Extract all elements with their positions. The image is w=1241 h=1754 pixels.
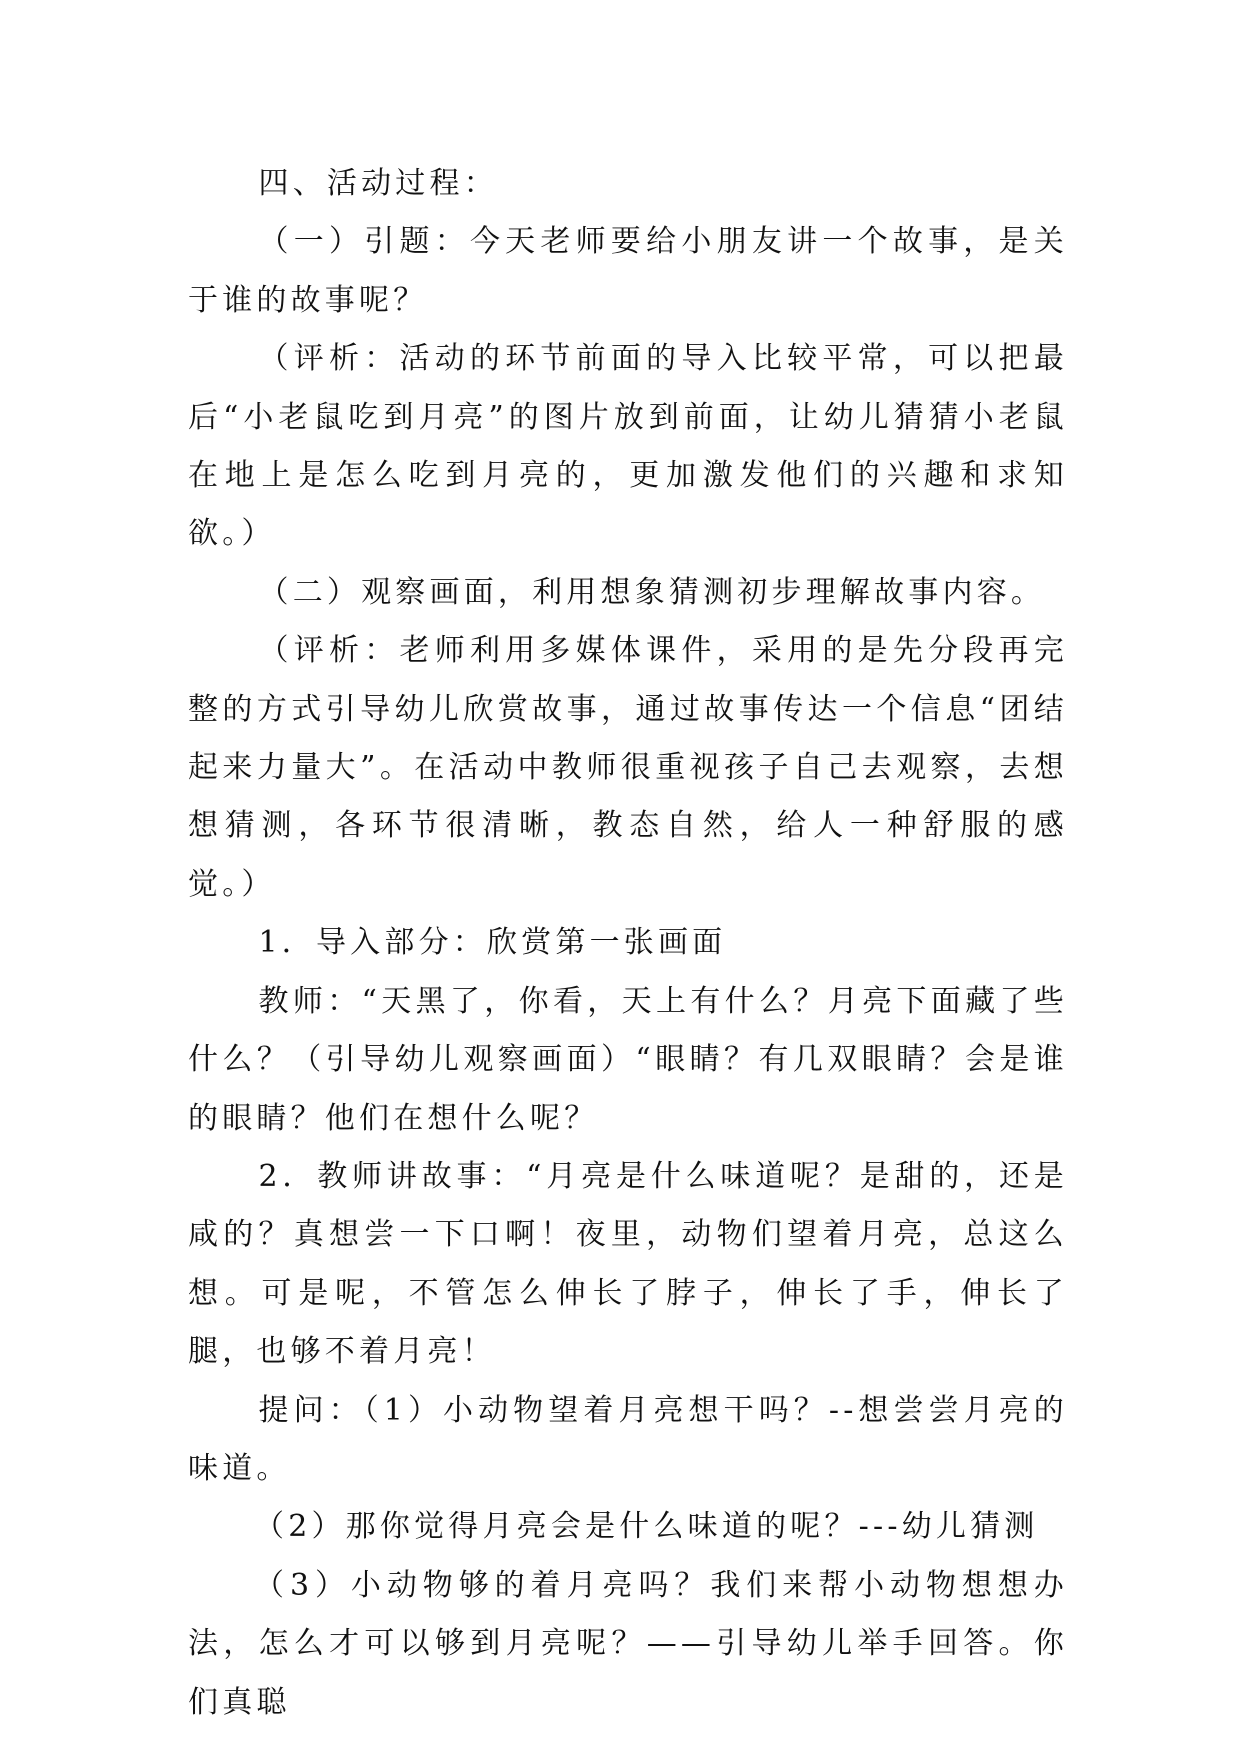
paragraph-teacher-dialogue: 教师：“天黑了，你看，天上有什么？月亮下面藏了些什么？（引导幼儿观察画面）“眼睛？有几双眼睛？会是谁的眼睛？他们在想什么呢？ [188, 983, 1068, 1136]
paragraph-step-2-story: 2．教师讲故事：“月亮是什么味道呢？是甜的，还是咸的？真想尝一下口啊！夜里，动物们望着月亮，总这么想。可是呢，不管怎么伸长了脖子，伸长了手，伸长了腿，也够不着月亮！ [188, 1158, 1068, 1370]
paragraph-step-1: 1．导入部分：欣赏第一张画面 [258, 925, 727, 961]
paragraph-observe-pictures: （二）观察画面，利用想象猜测初步理解故事内容。 [258, 574, 1046, 610]
paragraph-section-heading: 四、活动过程： [258, 166, 498, 201]
paragraph-commentary-1: （评析：活动的环节前面的导入比较平常，可以把最后“小老鼠吃到月亮”的图片放到前面，让幼儿猜猜小老鼠在地上是怎么吃到月亮的，更加激发他们的兴趣和求知欲。） [188, 341, 1068, 552]
paragraph-intro-question: （一）引题：今天老师要给小朋友讲一个故事，是关于谁的故事呢？ [188, 224, 1068, 318]
paragraph-question-2: （2）那你觉得月亮会是什么味道的呢？---幼儿猜测 [254, 1509, 1039, 1545]
paragraph-commentary-2: （评析：老师利用多媒体课件，采用的是先分段再完整的方式引导幼儿欣赏故事，通过故事传达一个信息“团结起来力量大”。在活动中教师很重视孩子自己去观察，去想想猜测，各环节很清晰，教态自然，给人一种舒服的感觉。） [188, 633, 1068, 902]
paragraph-question-1: 提问：（1）小动物望着月亮想干吗？--想尝尝月亮的味道。 [188, 1392, 1068, 1486]
document-body [188, 155, 1068, 1732]
paragraph-question-3: （3）小动物够的着月亮吗？我们来帮小动物想想办法，怎么才可以够到月亮呢？——引导幼儿举手回答。你们真聪 [188, 1567, 1068, 1720]
